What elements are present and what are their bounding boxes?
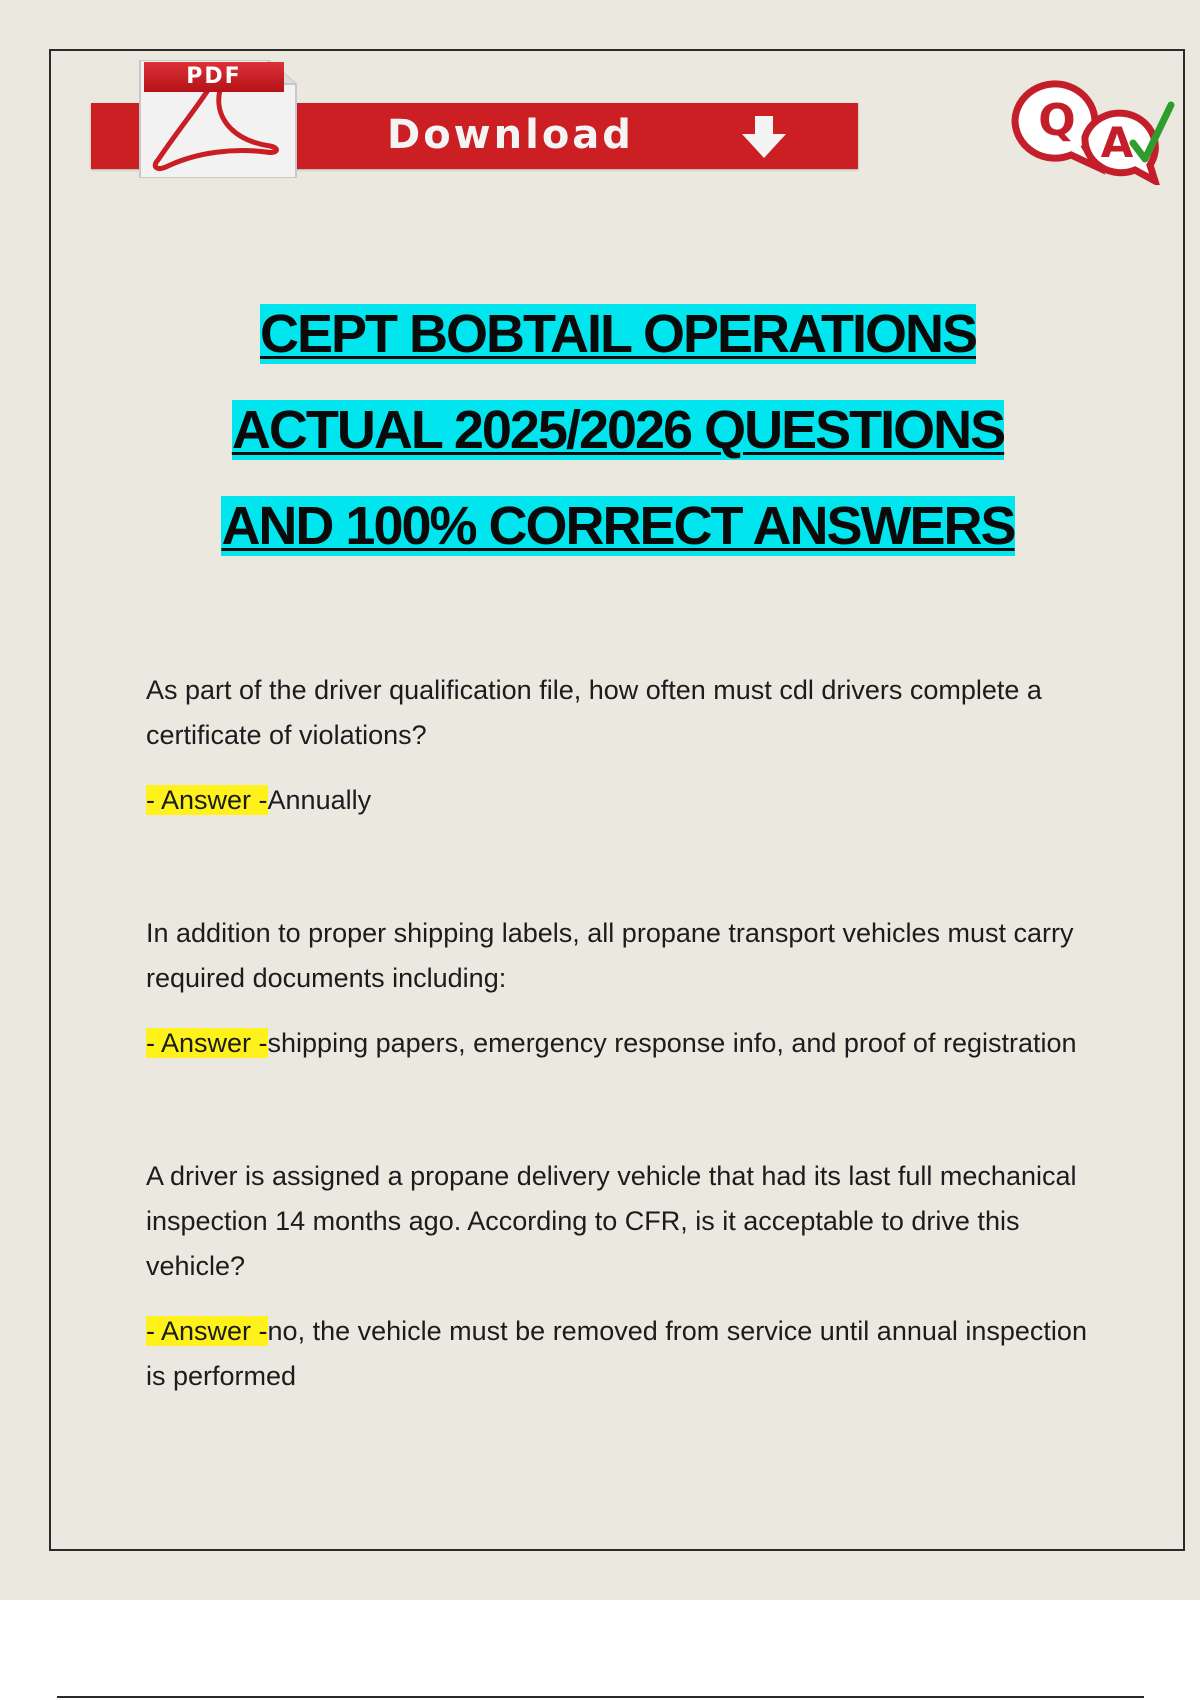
footer-rule xyxy=(57,1696,1144,1698)
qa-item xyxy=(146,668,1106,823)
download-label[interactable]: Download xyxy=(387,112,634,158)
question-text: As part of the driver qualification file, how often must cdl drivers complete a certificate of violations? xyxy=(146,675,1042,750)
answer-block xyxy=(146,1309,1106,1399)
page-bottom-margin xyxy=(0,1600,1200,1700)
answer-text: shipping papers, emergency response info, and proof of registration xyxy=(267,1028,1077,1058)
pdf-document-icon xyxy=(138,60,300,178)
qa-item xyxy=(146,1154,1106,1399)
logo-q: Q xyxy=(1038,95,1076,146)
answer-text: Annually xyxy=(267,785,372,815)
document-title xyxy=(0,300,1200,588)
answer-text: no, the vehicle must be removed from service until annual inspection is performed xyxy=(146,1316,1087,1391)
question-text: A driver is assigned a propane delivery vehicle that had its last full mechanical inspection 14 months ago. According to CFR, is it acceptable to drive this vehicle? xyxy=(146,1161,1077,1281)
answer-block xyxy=(146,778,1106,823)
download-banner[interactable] xyxy=(91,60,861,180)
down-arrow-icon xyxy=(736,114,792,160)
title-line-1: CEPT BOBTAIL OPERATIONS xyxy=(259,304,977,364)
title-line-3: AND 100% CORRECT ANSWERS xyxy=(221,496,1015,556)
answer-label: - Answer - xyxy=(146,785,268,815)
question-text: In addition to proper shipping labels, all propane transport vehicles must carry required documents including: xyxy=(146,918,1074,993)
qa-logo-icon xyxy=(1005,75,1175,185)
answer-label: - Answer - xyxy=(146,1316,268,1346)
answer-block xyxy=(146,1021,1106,1066)
qa-list xyxy=(146,668,1106,1487)
logo-a: A xyxy=(1100,118,1134,167)
pdf-label: PDF xyxy=(144,62,284,92)
title-line-2: ACTUAL 2025/2026 QUESTIONS xyxy=(231,400,1005,460)
answer-label: - Answer - xyxy=(146,1028,268,1058)
qa-item xyxy=(146,911,1106,1066)
